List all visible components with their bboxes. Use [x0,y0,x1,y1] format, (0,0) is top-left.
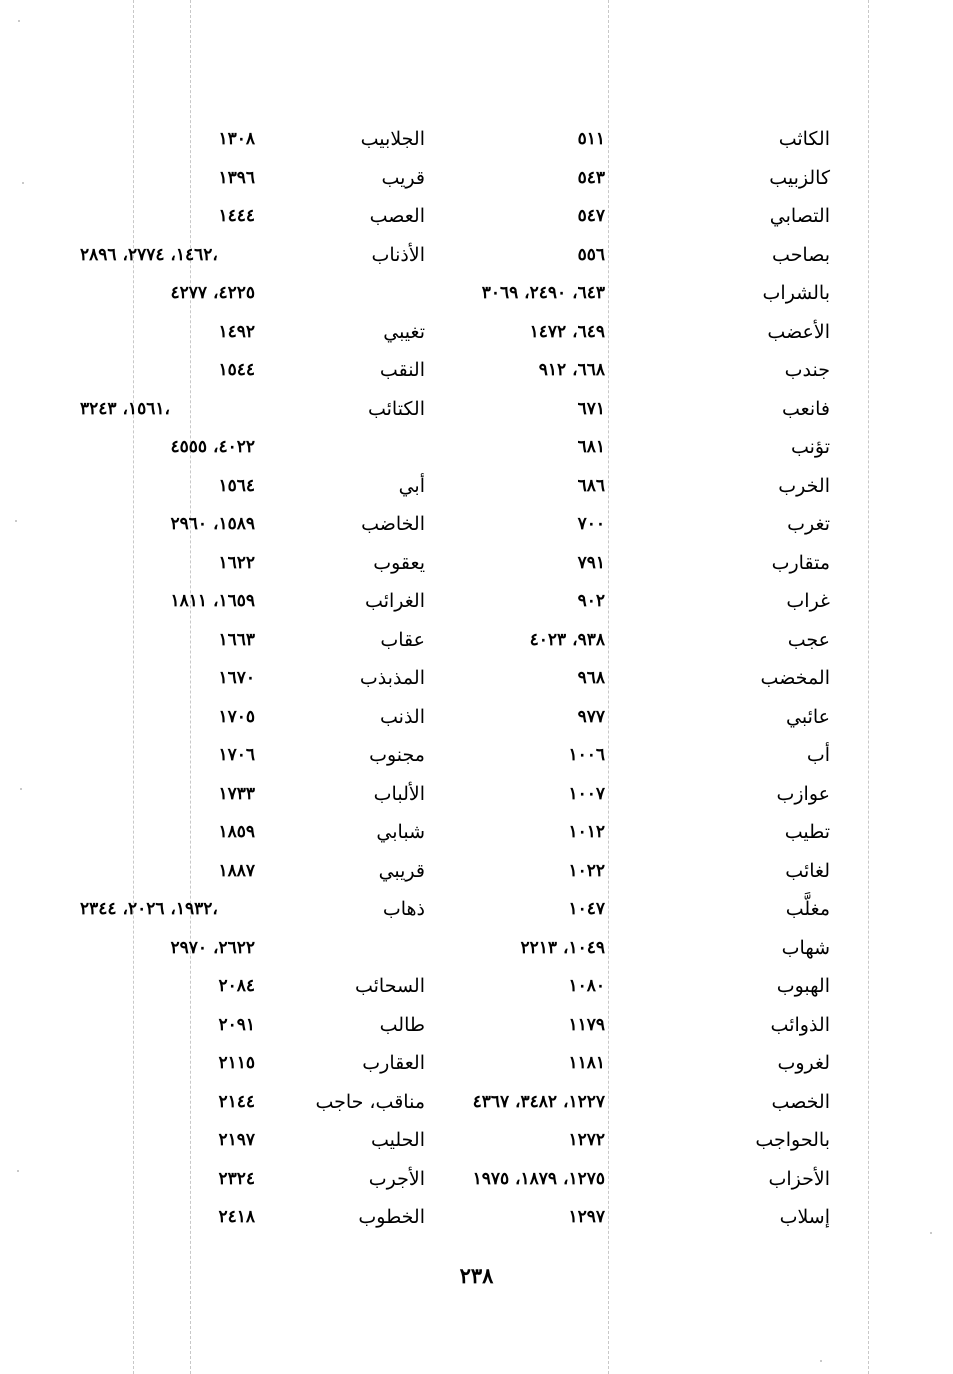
entry-refs: ١٥٦٤ [218,475,255,496]
entry-word: تؤنب [790,436,830,458]
entry-word: إسلاب [779,1206,830,1228]
entry-word: غراب [786,590,830,612]
entry-word: العصب [369,205,425,227]
entry-refs: ٦٤٣، ٢٤٩٠، ٣٠٦٩ [481,283,605,303]
index-table [80,120,830,1237]
entry-refs: ٩٣٨، ٤٠٢٣ [529,629,605,650]
index-row [80,621,830,660]
entry-refs: ٢٣٢٤ [218,1168,255,1189]
entry-refs: ٢٠٨٤ [218,976,255,996]
entry-refs: ٩٠٢ [577,591,605,611]
entry-word: النقب [379,359,425,381]
entry-refs: ١١٧٩ [568,1014,605,1035]
entry-word: جندب [784,359,830,381]
index-row [80,313,830,352]
scan-speck [930,1232,932,1234]
index-row [80,197,830,236]
entry-word: مناقب، حاجب [315,1090,425,1113]
entry-word: الذنب [380,705,425,728]
index-row [80,1198,830,1237]
index-row [80,1121,830,1160]
entry-refs: ١٤٦٢، ٢٧٧٤، ٢٨٩٦، [80,244,218,265]
entry-word: الأذناب [371,243,425,266]
entry-refs: ٦٨١ [577,437,605,457]
guide-line-right [868,0,869,1374]
index-row [80,351,830,390]
index-row [80,467,830,506]
index-row [80,505,830,544]
entry-word: الأجرب [368,1167,425,1190]
entry-refs: ٥٤٧ [577,206,605,226]
entry-word: الأعضب [767,320,830,343]
entry-word: التصابي [769,205,830,227]
entry-refs: ١٥٨٩، ٢٩٦٠ [170,514,255,534]
entry-refs: ٧٩١ [577,552,605,573]
entry-refs: ٦٦٨، ٩١٢ [538,360,605,380]
index-row [80,929,830,968]
entry-refs: ١٥٦١، ٣٢٤٣، [80,398,170,419]
entry-word: تطيب [784,821,830,843]
scan-speck [15,520,17,522]
scan-speck [18,20,20,22]
entry-word: كالزبيب [769,166,830,189]
entry-word: العقارب [362,1052,425,1074]
entry-refs: ٢١١٥ [218,1053,255,1073]
index-row [80,1044,830,1083]
entry-word: أب [806,744,830,766]
entry-refs: ٢٦٢٢، ٢٩٧٠ [170,937,255,958]
entry-word: أبي [398,474,425,497]
entry-word: الكتائب [367,397,425,420]
entry-refs: ١٦٧٠ [218,668,255,688]
entry-refs: ١٨٥٩ [218,822,255,842]
entry-word: الذوائب [770,1013,830,1036]
scan-speck [22,182,24,184]
entry-word: السحائب [354,975,425,997]
entry-word: المذبذب [359,667,425,689]
entry-word: الحليب [370,1129,425,1151]
entry-refs: ٦٤٩، ١٤٧٢ [529,321,605,342]
entry-refs: ٩٧٧ [577,706,605,727]
entry-word: الخصب [771,1090,830,1113]
entry-refs: ١٢٩٧ [568,1207,605,1227]
scan-speck [20,788,22,790]
index-row [80,1160,830,1199]
entry-refs: ١٤٤٤ [218,206,255,226]
entry-refs: ٩٦٨ [577,668,605,688]
entry-word: الخاضب [361,513,425,535]
entry-refs: ٦٧١ [577,398,605,419]
entry-word: الألباب [373,782,425,805]
index-row [80,1006,830,1045]
entry-word: الخرب [778,474,830,497]
entry-word: الهبوب [776,975,830,997]
entry-word: عجب [787,628,830,651]
entry-word: يعقوب [373,551,425,574]
page-number: ٢٣٨ [459,1263,494,1288]
entry-word: شبابي [376,821,425,843]
entry-refs: ١٦٢٢ [218,552,255,573]
index-row [80,698,830,737]
index-row [80,736,830,775]
entry-refs: ١٠٤٧ [568,899,605,919]
entry-refs: ١٢٢٧، ٣٤٨٢، ٤٣٦٧ [472,1091,605,1112]
entry-refs: ٤٢٢٥، ٤٢٧٧ [170,283,255,303]
entry-refs: ٢٤١٨ [218,1207,255,1227]
entry-word: مغلَّب [785,898,830,920]
entry-refs: ١٠١٢ [568,822,605,842]
entry-refs: ١٧٣٣ [218,783,255,804]
entry-word: قريب [381,166,425,189]
entry-word: فانعب [782,397,830,420]
entry-word: لغروب [777,1052,830,1074]
entry-word: الخطوب [358,1206,425,1228]
index-row [80,659,830,698]
entry-refs: ٢٠٩١ [218,1014,255,1035]
entry-word: عقاب [380,628,425,651]
entry-refs: ١٦٦٣ [218,629,255,650]
entry-refs: ٢١٤٤ [218,1091,255,1112]
index-row [80,120,830,159]
entry-refs: ١٦٥٩، ١٨١١ [170,591,255,611]
entry-refs: ١٥٤٤ [218,360,255,380]
entry-word: تغرب [787,513,830,535]
index-row [80,813,830,852]
entry-refs: ١١٨١ [568,1053,605,1073]
entry-refs: ١٠٠٧ [568,783,605,804]
entry-refs: ١٣٠٨ [218,129,255,149]
entry-refs: ١٩٣٢، ٢٠٢٦، ٢٣٤٤، [80,899,218,919]
index-row [80,274,830,313]
entry-word: تغيبي [383,320,425,343]
entry-word: بالحواجب [755,1129,830,1151]
entry-word: الكاثب [778,128,830,150]
index-row [80,159,830,198]
entry-word: شهاب [781,936,830,959]
index-row [80,582,830,621]
entry-refs: ١٧٠٦ [218,745,255,765]
index-row [80,236,830,275]
entry-refs: ١٠٢٢ [568,860,605,881]
index-row [80,775,830,814]
entry-refs: ١٠٤٩، ٢٢١٣ [520,937,605,958]
scan-speck [820,1360,822,1362]
entry-refs: ٥٥٦ [577,244,605,265]
entry-refs: ٧٠٠ [577,514,605,534]
entry-refs: ٥١١ [577,129,605,149]
entry-word: الجلابيب [360,128,425,150]
entry-word: لغائب [785,859,830,882]
entry-refs: ٤٠٢٢، ٤٥٥٥ [170,437,255,457]
entry-refs: ٢١٩٧ [218,1130,255,1150]
index-row [80,428,830,467]
entry-word: مجنوب [369,744,425,766]
entry-word: عوازب [776,782,830,805]
entry-refs: ١٣٩٦ [218,167,255,188]
entry-word: ذهاب [382,898,425,920]
index-row [80,890,830,929]
entry-refs: ٥٤٣ [577,167,605,188]
entry-word: بصاحب [772,243,830,266]
entry-refs: ١٠٠٦ [568,745,605,765]
index-row [80,390,830,429]
index-row [80,544,830,583]
entry-word: الغرائب [365,590,425,612]
entry-refs: ١٨٨٧ [218,860,255,881]
entry-word: قريبي [378,859,425,882]
entry-word: الأحزاب [768,1167,830,1190]
entry-refs: ١٧٠٥ [218,706,255,727]
scan-speck [17,1170,19,1172]
entry-refs: ١٢٧٢ [568,1130,605,1150]
entry-word: طالب [379,1013,425,1036]
entry-refs: ١٤٩٢ [218,321,255,342]
index-row [80,1083,830,1122]
entry-refs: ٦٨٦ [577,475,605,496]
index-row [80,852,830,891]
entry-refs: ١٠٨٠ [568,976,605,996]
entry-word: بالشراب [762,282,830,304]
index-row [80,967,830,1006]
entry-word: المخضب [760,667,830,689]
entry-refs: ١٢٧٥، ١٨٧٩، ١٩٧٥ [472,1168,605,1189]
entry-word: متقارب [771,551,830,574]
entry-word: عائبي [786,705,830,728]
